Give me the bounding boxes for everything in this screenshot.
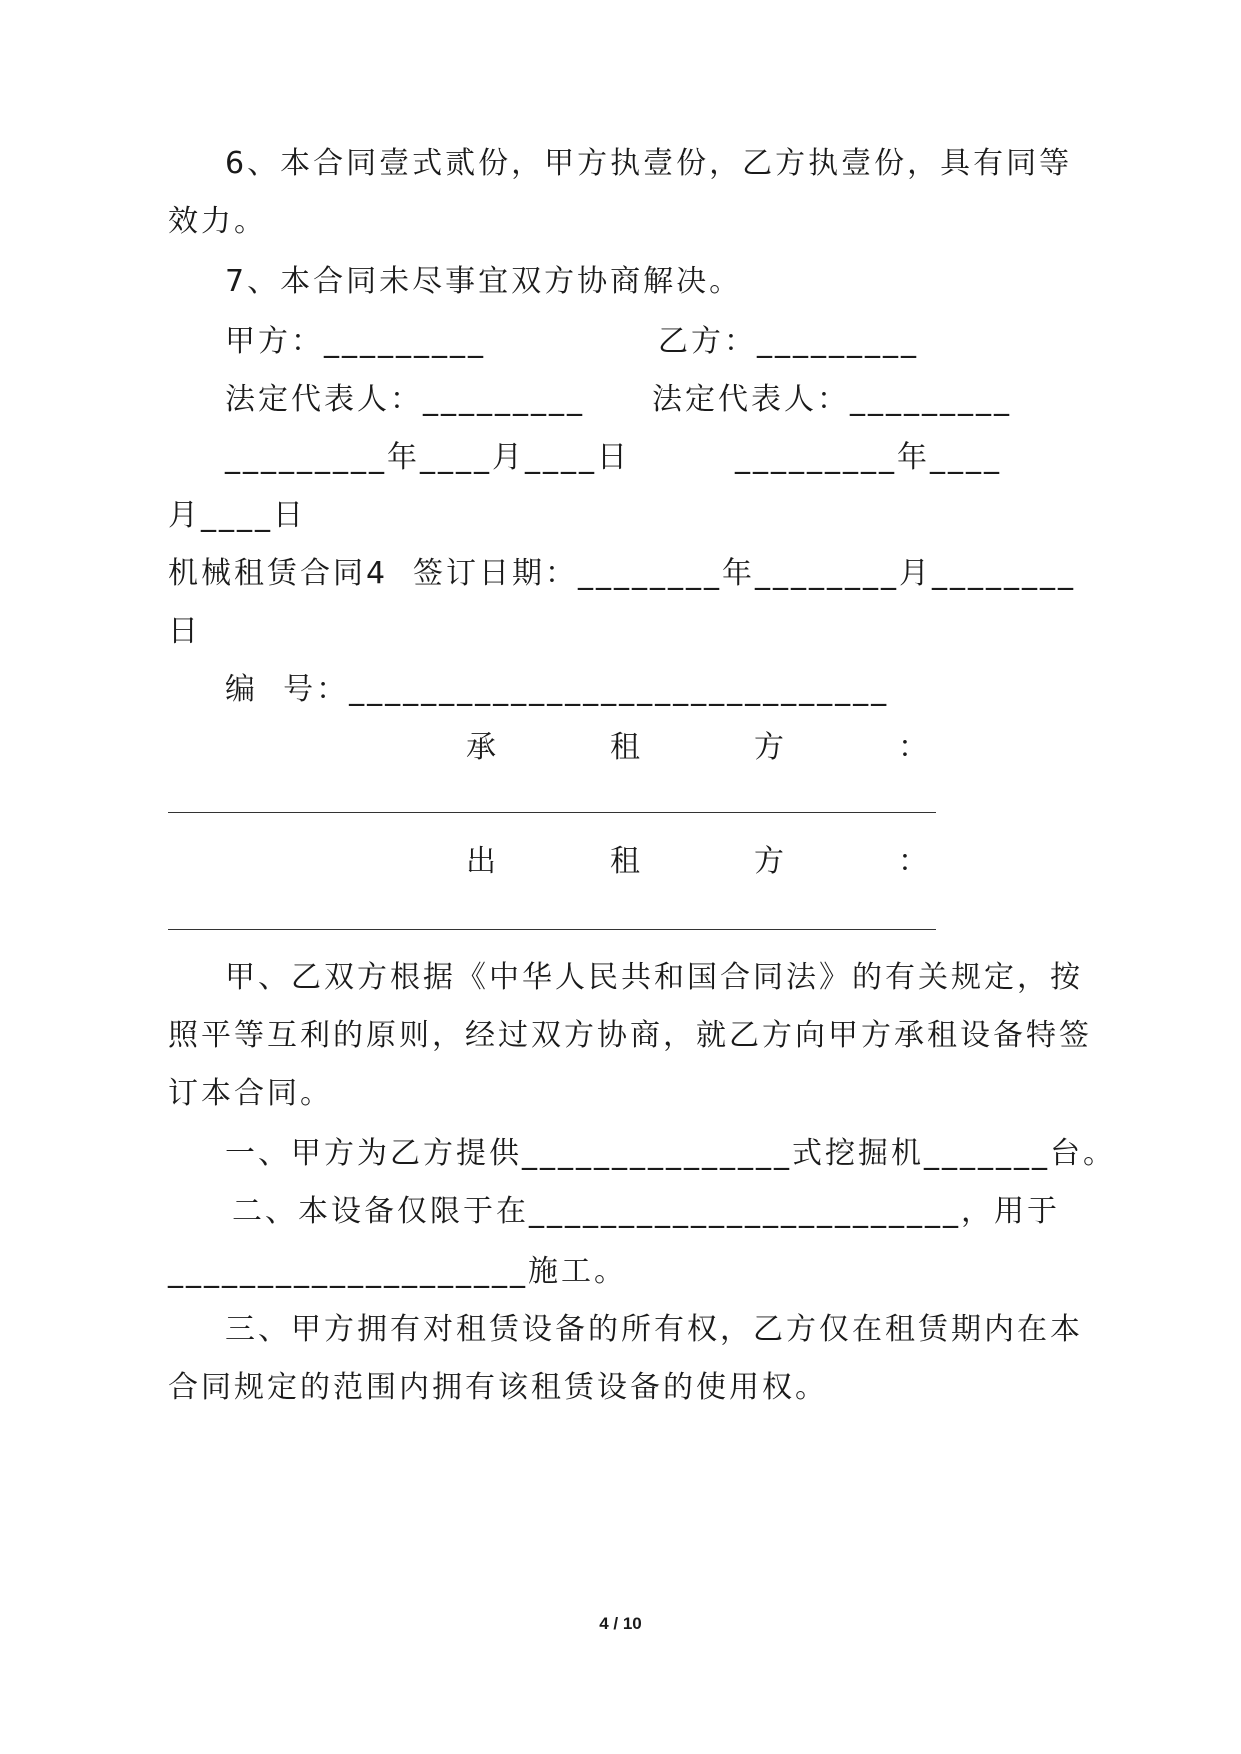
lessee-char: 租 — [610, 730, 640, 765]
item1: 一、甲方为乙方提供_______________式挖掘机_______台。 — [225, 1136, 1116, 1171]
lessor-char: 方 — [754, 844, 784, 879]
signing-date: 签订日期：________年________月________ — [413, 556, 1076, 591]
party-b-date-cont: 月____日 — [168, 498, 306, 533]
lessor-colon: ： — [898, 844, 928, 879]
lessor-label — [466, 842, 928, 882]
party-a-representative: 法定代表人：_________ — [225, 382, 585, 417]
lessor-blank-line — [168, 929, 936, 930]
item3-line1: 三、甲方拥有对租赁设备的所有权，乙方仅在租赁期内在本 — [225, 1312, 1083, 1347]
intro-line3: 订本合同。 — [168, 1076, 333, 1111]
clause6-line2: 效力。 — [168, 204, 267, 239]
lessee-blank-line — [168, 812, 936, 813]
lessor-char: 出 — [466, 844, 496, 879]
contract-number: 编 号：______________________________ — [225, 672, 890, 707]
item3-line2: 合同规定的范围内拥有该租赁设备的使用权。 — [168, 1370, 828, 1405]
intro-line2: 照平等互利的原则，经过双方协商，就乙方向甲方承租设备特签 — [168, 1018, 1092, 1053]
lessee-label — [466, 728, 928, 768]
clause7: 7、本合同未尽事宜双方协商解决。 — [225, 264, 743, 299]
page-number: 4 / 10 — [599, 1614, 642, 1633]
lessee-char: 方 — [754, 730, 784, 765]
lessor-char: 租 — [610, 844, 640, 879]
party-b-representative: 法定代表人：_________ — [652, 382, 1012, 417]
lessee-char: 承 — [466, 730, 496, 765]
party-b-date: _________年____ — [735, 440, 1002, 475]
contract4-title: 机械租赁合同4 — [168, 556, 389, 591]
item2-line1: 二、本设备仅限于在________________________，用于 — [232, 1194, 1060, 1229]
signing-date-cont: 日 — [168, 614, 201, 649]
clause6-line1: 6、本合同壹式贰份，甲方执壹份，乙方执壹份，具有同等 — [225, 146, 1073, 181]
item2-line2: ____________________施工。 — [168, 1254, 627, 1289]
party-b-signature: 乙方：_________ — [658, 324, 919, 359]
intro-line1: 甲、乙双方根据《中华人民共和国合同法》的有关规定，按 — [225, 960, 1083, 995]
lessee-colon: ： — [898, 730, 928, 765]
party-a-signature: 甲方：_________ — [225, 324, 486, 359]
party-a-date: _________年____月____日 — [225, 440, 630, 475]
